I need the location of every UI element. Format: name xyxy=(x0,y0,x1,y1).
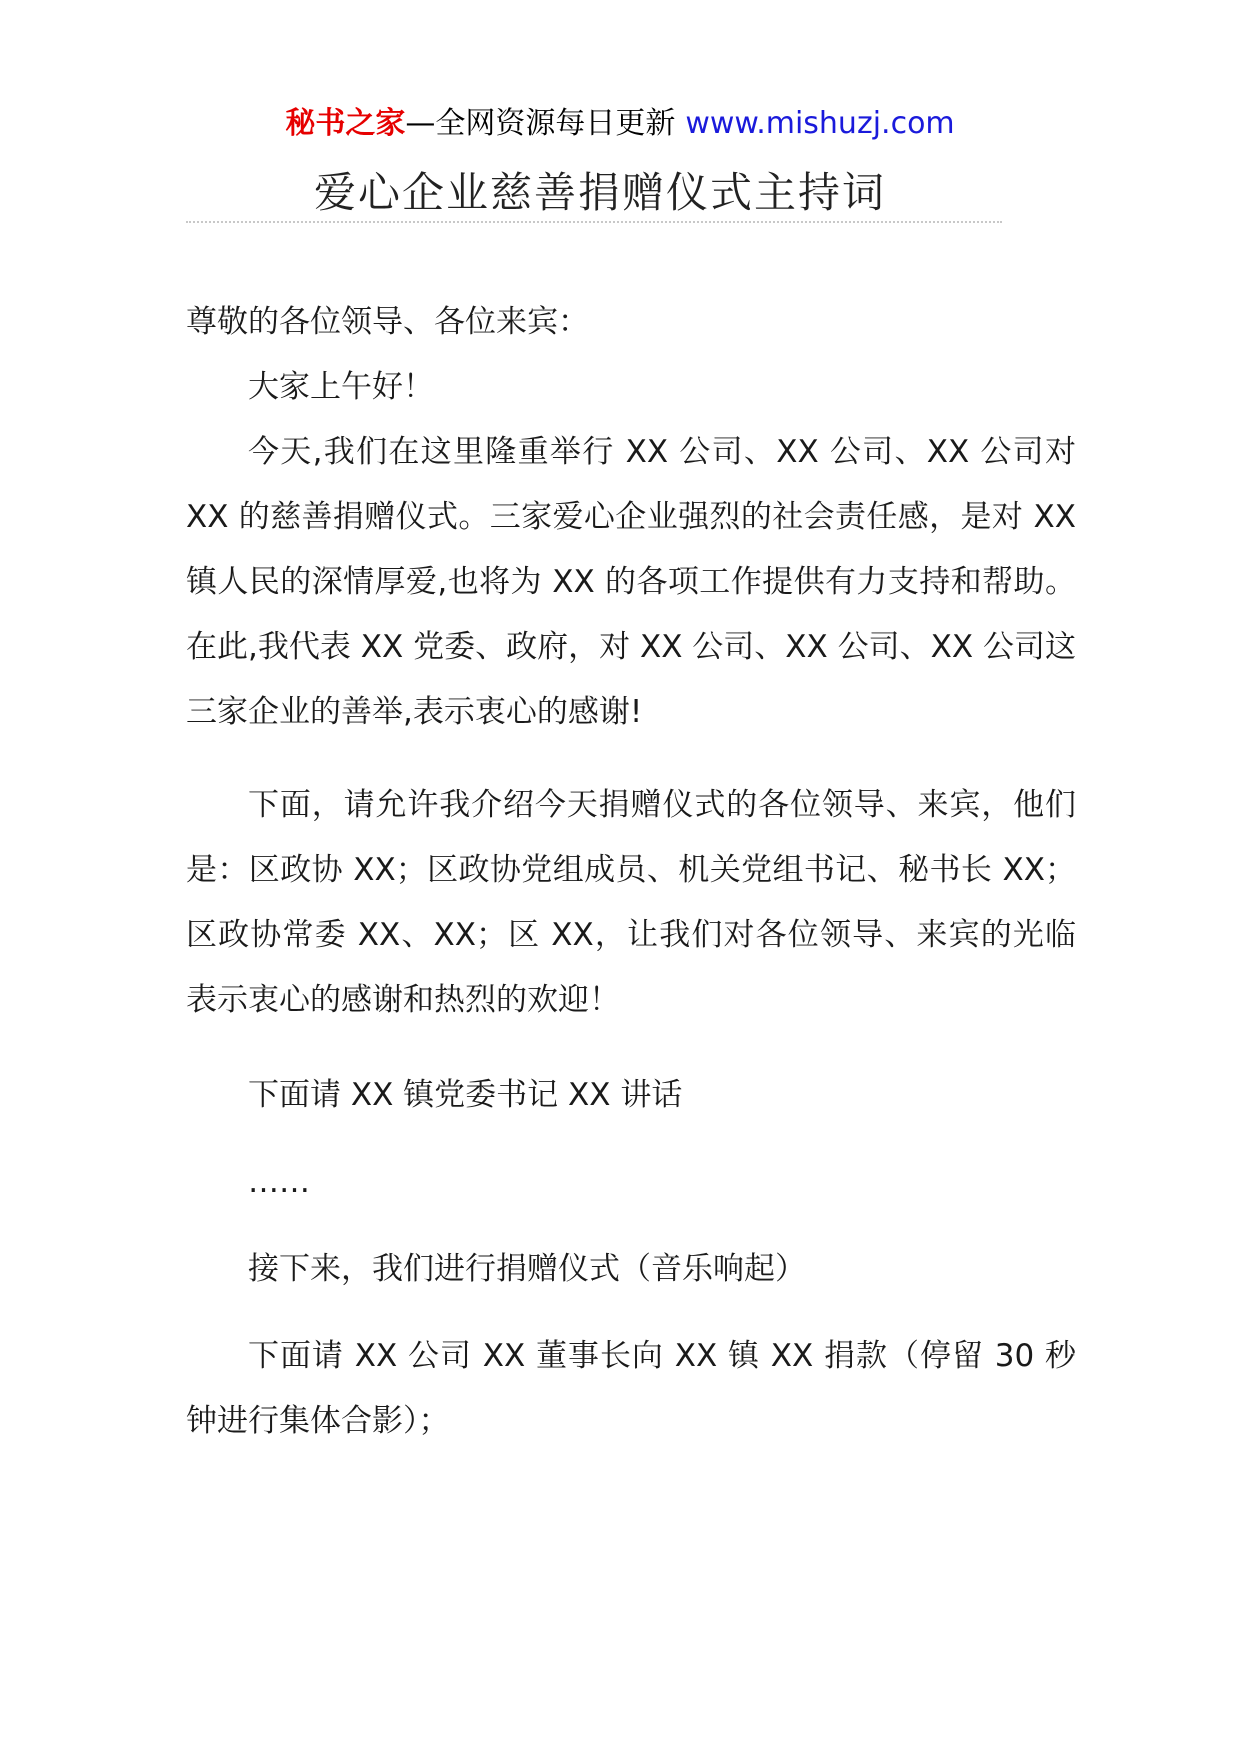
paragraph-opening: 今天,我们在这里隆重举行 XX 公司、XX 公司、XX 公司对 XX 的慈善捐赠仪式。三家爱心企业强烈的社会责任感，是对 XX 镇人民的深情厚爱,也将为 XX 的各项工作提供有力支持和帮助。在此,我代表 XX 党委、政府，对 XX 公司、XX 公司、XX 公司这三家企业的善举,表示衷心的感谢! xyxy=(186,434,1076,730)
title-divider xyxy=(186,221,1002,223)
paragraph-ceremony: 接下来，我们进行捐赠仪式（音乐响起） xyxy=(248,1251,806,1287)
paragraph-introductions: 下面，请允许我介绍今天捐赠仪式的各位领导、来宾，他们是：区政协 XX；区政协党组成员、机关党组书记、秘书长 XX；区政协常委 XX、XX；区 XX，让我们对各位领导、来宾的光临表示衷心的感谢和热烈的欢迎！ xyxy=(186,787,1076,1018)
paragraph-speech: 下面请 XX 镇党委书记 XX 讲话 xyxy=(248,1077,683,1113)
document-title: 爱心企业慈善捐赠仪式主持词 xyxy=(313,168,886,217)
document-body xyxy=(186,290,1076,1454)
paragraph-ellipsis: …… xyxy=(248,1164,310,1200)
salutation: 尊敬的各位领导、各位来宾： xyxy=(186,304,589,340)
header-tagline: —全网资源每日更新 xyxy=(405,106,676,141)
brand-name: 秘书之家 xyxy=(285,106,406,141)
site-url-link[interactable]: www.mishuzj.com xyxy=(685,106,955,141)
paragraph-donation: 下面请 XX 公司 XX 董事长向 XX 镇 XX 捐款（停留 30 秒钟进行集体合影）； xyxy=(186,1338,1076,1439)
paragraph-greeting: 大家上午好！ xyxy=(248,369,434,405)
site-header xyxy=(0,104,1240,144)
